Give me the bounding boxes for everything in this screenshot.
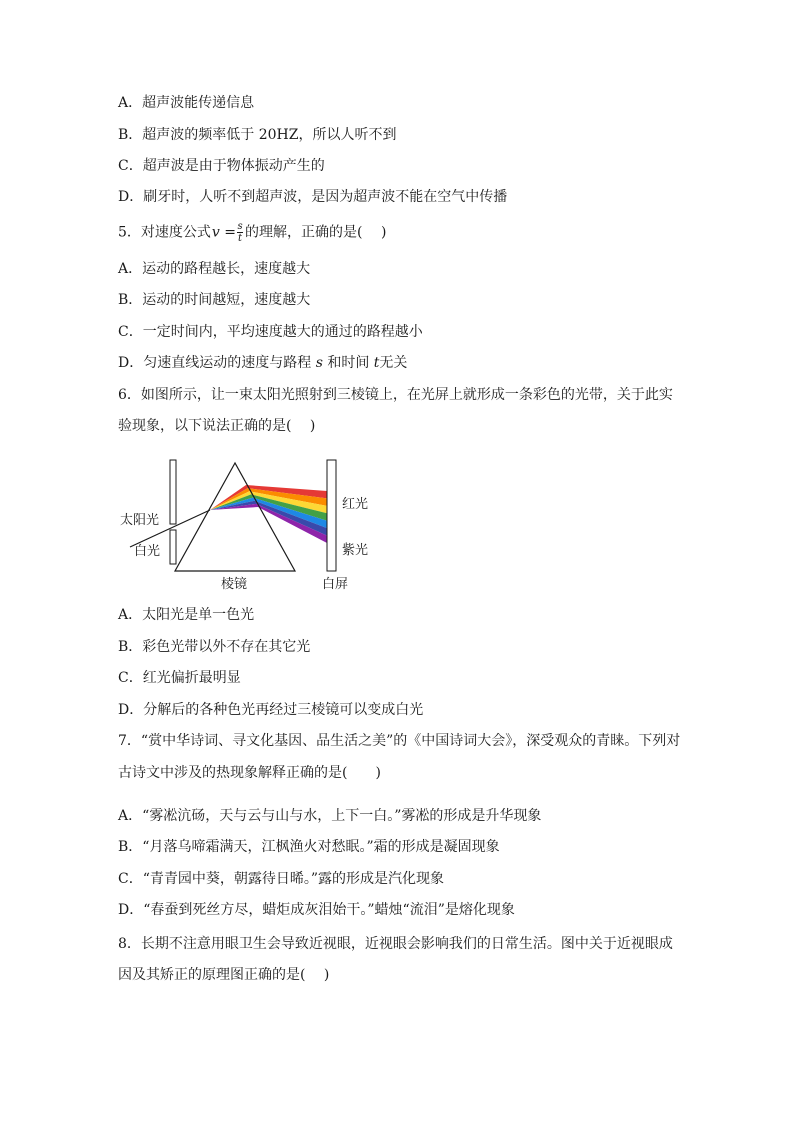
q5-option-a: A．运动的路程越长，速度越大 [118, 261, 311, 277]
q8-stem-line2: 因及其矫正的原理图正确的是( ) [118, 967, 330, 983]
q7-option-c: C．“青青园中葵，朝露待日晞。”露的形成是汽化现象 [118, 871, 445, 887]
q7-option-a: A．“雾凇沆砀，天与云与山与水，上下一白。”雾凇的形成是升华现象 [118, 808, 542, 824]
label-whitelight: 白光 [134, 544, 161, 559]
q5-option-c: C．一定时间内，平均速度越大的通过的路程越小 [118, 324, 423, 340]
formula-numerator: s [237, 221, 243, 232]
q6-stem-line2: 验现象，以下说法正确的是( ) [118, 418, 316, 434]
formula-lhs: v = [211, 224, 237, 241]
formula-fraction [237, 221, 243, 244]
q5-stem [118, 221, 386, 244]
q4-option-a: A．超声波能传递信息 [118, 95, 255, 111]
q5-option-d-s: s [315, 355, 323, 371]
q5-stem-after: 的理解，正确的是( ) [245, 224, 387, 241]
q7-stem-line1: 7．“赏中华诗词、寻文化基因、品生活之美”的《中国诗词大会》，深受观众的青睐。下列对 [118, 733, 681, 749]
label-white-screen: 白屏 [322, 577, 349, 592]
q5-option-d [118, 353, 407, 373]
slit-barrier-upper [170, 460, 176, 524]
prism-dispersion-figure [118, 455, 378, 595]
formula-denominator: t [238, 233, 243, 244]
label-prism: 棱镜 [221, 577, 248, 592]
label-red-light: 红光 [342, 497, 369, 512]
q6-option-a: A．太阳光是单一色光 [118, 607, 255, 623]
q6-option-d: D．分解后的各种色光再经过三棱镜可以变成白光 [118, 702, 424, 718]
q6-option-c: C．红光偏折最明显 [118, 670, 241, 686]
q5-option-d-part3: 无关 [379, 355, 408, 371]
label-sunlight: 太阳光 [120, 513, 160, 528]
q5-stem-before: 5．对速度公式 [118, 224, 211, 241]
q5-option-d-part2: 和时间 [327, 355, 370, 371]
q4-option-d: D．刷牙时，人听不到超声波，是因为超声波不能在空气中传播 [118, 189, 508, 205]
slit-barrier-lower [170, 530, 176, 564]
q5-option-b: B．运动的时间越短，速度越大 [118, 292, 311, 308]
prism [175, 463, 295, 571]
q6-stem-line1: 6．如图所示，让一束太阳光照射到三棱镜上，在光屏上就形成一条彩色的光带，关于此实 [118, 387, 673, 403]
q5-option-d-t: t [373, 355, 380, 371]
q7-option-d: D．“春蚕到死丝方尽，蜡炬成灰泪始干。”蜡烛“流泪”是熔化现象 [118, 902, 515, 918]
q7-stem-line2: 古诗文中涉及的热现象解释正确的是( ) [118, 765, 381, 781]
q8-stem-line1: 8．长期不注意用眼卫生会导致近视眼，近视眼会影响我们的日常生活。图中关于近视眼成 [118, 936, 673, 952]
velocity-formula [212, 221, 244, 244]
q7-option-b: B．“月落乌啼霜满天，江枫渔火对愁眠。”霜的形成是凝固现象 [118, 839, 500, 855]
q4-option-b: B．超声波的频率低于 20HZ，所以人听不到 [118, 127, 397, 143]
label-violet-light: 紫光 [342, 543, 369, 558]
white-screen [327, 460, 336, 571]
spectrum-band [210, 485, 327, 543]
q6-option-b: B．彩色光带以外不存在其它光 [118, 639, 311, 655]
q4-option-c: C．超声波是由于物体振动产生的 [118, 158, 325, 174]
q5-option-d-part1: D．匀速直线运动的速度与路程 [118, 355, 312, 371]
